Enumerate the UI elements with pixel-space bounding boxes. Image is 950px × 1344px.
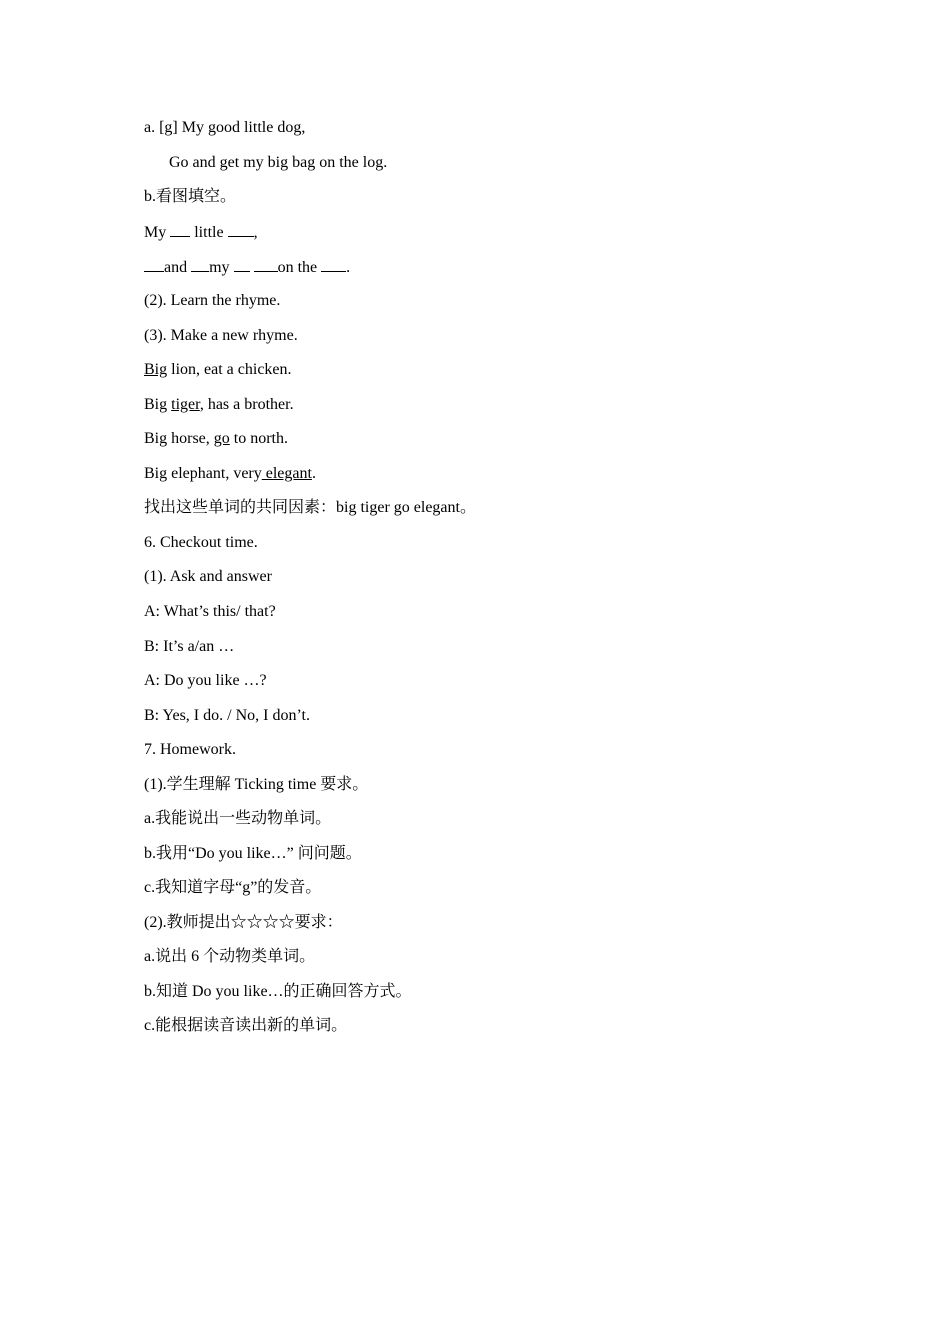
new-rhyme-line-4 [144,464,316,484]
rhyme-text: . [311,465,316,482]
requirement-a: a.说出 6 个动物类单词。 [144,948,316,965]
fill-in-heading: b.看图填空。 [144,188,237,205]
rhyme-text: Big elephant, very [144,465,262,482]
dialogue-line-2: B: It’s a/an … [144,638,235,655]
blank-3 [144,257,164,272]
fill-in-line-2 [144,257,350,278]
blank-6 [254,257,278,272]
homework-step-1: (1).学生理解 Ticking time 要求。 [144,776,369,793]
new-rhyme-step: (3). Make a new rhyme. [144,327,298,344]
common-element-question: 找出这些单词的共同因素：big tiger go elegant。 [144,499,476,516]
section-homework: 7. Homework. [144,741,236,758]
underlined-word: Big [144,361,168,378]
rhyme-text: Big [144,396,172,413]
fill-text: and [164,259,192,276]
ask-and-answer-step: (1). Ask and answer [144,568,272,585]
requirement-c: c.能根据读音读出新的单词。 [144,1017,348,1034]
homework-item-b: b.我用“Do you like…” 问问题。 [144,845,362,862]
requirement-b: b.知道 Do you like…的正确回答方式。 [144,983,412,1000]
fill-text: on the [277,259,322,276]
new-rhyme-line-3 [144,429,288,449]
fill-text: my [209,259,234,276]
rhyme-text: to north. [229,430,288,447]
dialogue-line-1: A: What’s this/ that? [144,603,276,620]
fill-in-line-1 [144,222,258,243]
fill-text: . [346,259,351,276]
dialogue-line-3: A: Do you like …? [144,672,267,689]
blank-1 [170,222,190,237]
learn-rhyme-step: (2). Learn the rhyme. [144,292,281,309]
homework-item-a: a.我能说出一些动物单词。 [144,810,332,827]
blank-2 [228,222,254,237]
homework-step-2: (2).教师提出☆☆☆☆要求： [144,914,343,931]
rhyme-line-2: Go and get my big bag on the log. [169,154,388,171]
dialogue-line-4: B: Yes, I do. / No, I don’t. [144,707,310,724]
underlined-word: go [213,430,230,447]
rhyme-line-1: a. [g] My good little dog, [144,119,306,136]
new-rhyme-line-2 [144,395,294,415]
underlined-word: elegant [261,465,312,482]
rhyme-text: lion, eat a chicken. [167,361,292,378]
fill-text: little [190,224,228,241]
underlined-word: tiger [171,396,200,413]
homework-item-c: c.我知道字母“g”的发音。 [144,879,322,896]
fill-text: My [144,224,171,241]
blank-4 [191,257,209,272]
rhyme-text: , has a brother. [199,396,294,413]
rhyme-text: Big horse, [144,430,214,447]
blank-7 [321,257,346,272]
new-rhyme-line-1 [144,360,292,380]
section-checkout-time: 6. Checkout time. [144,534,258,551]
fill-text: , [253,224,258,241]
blank-5 [234,257,250,272]
